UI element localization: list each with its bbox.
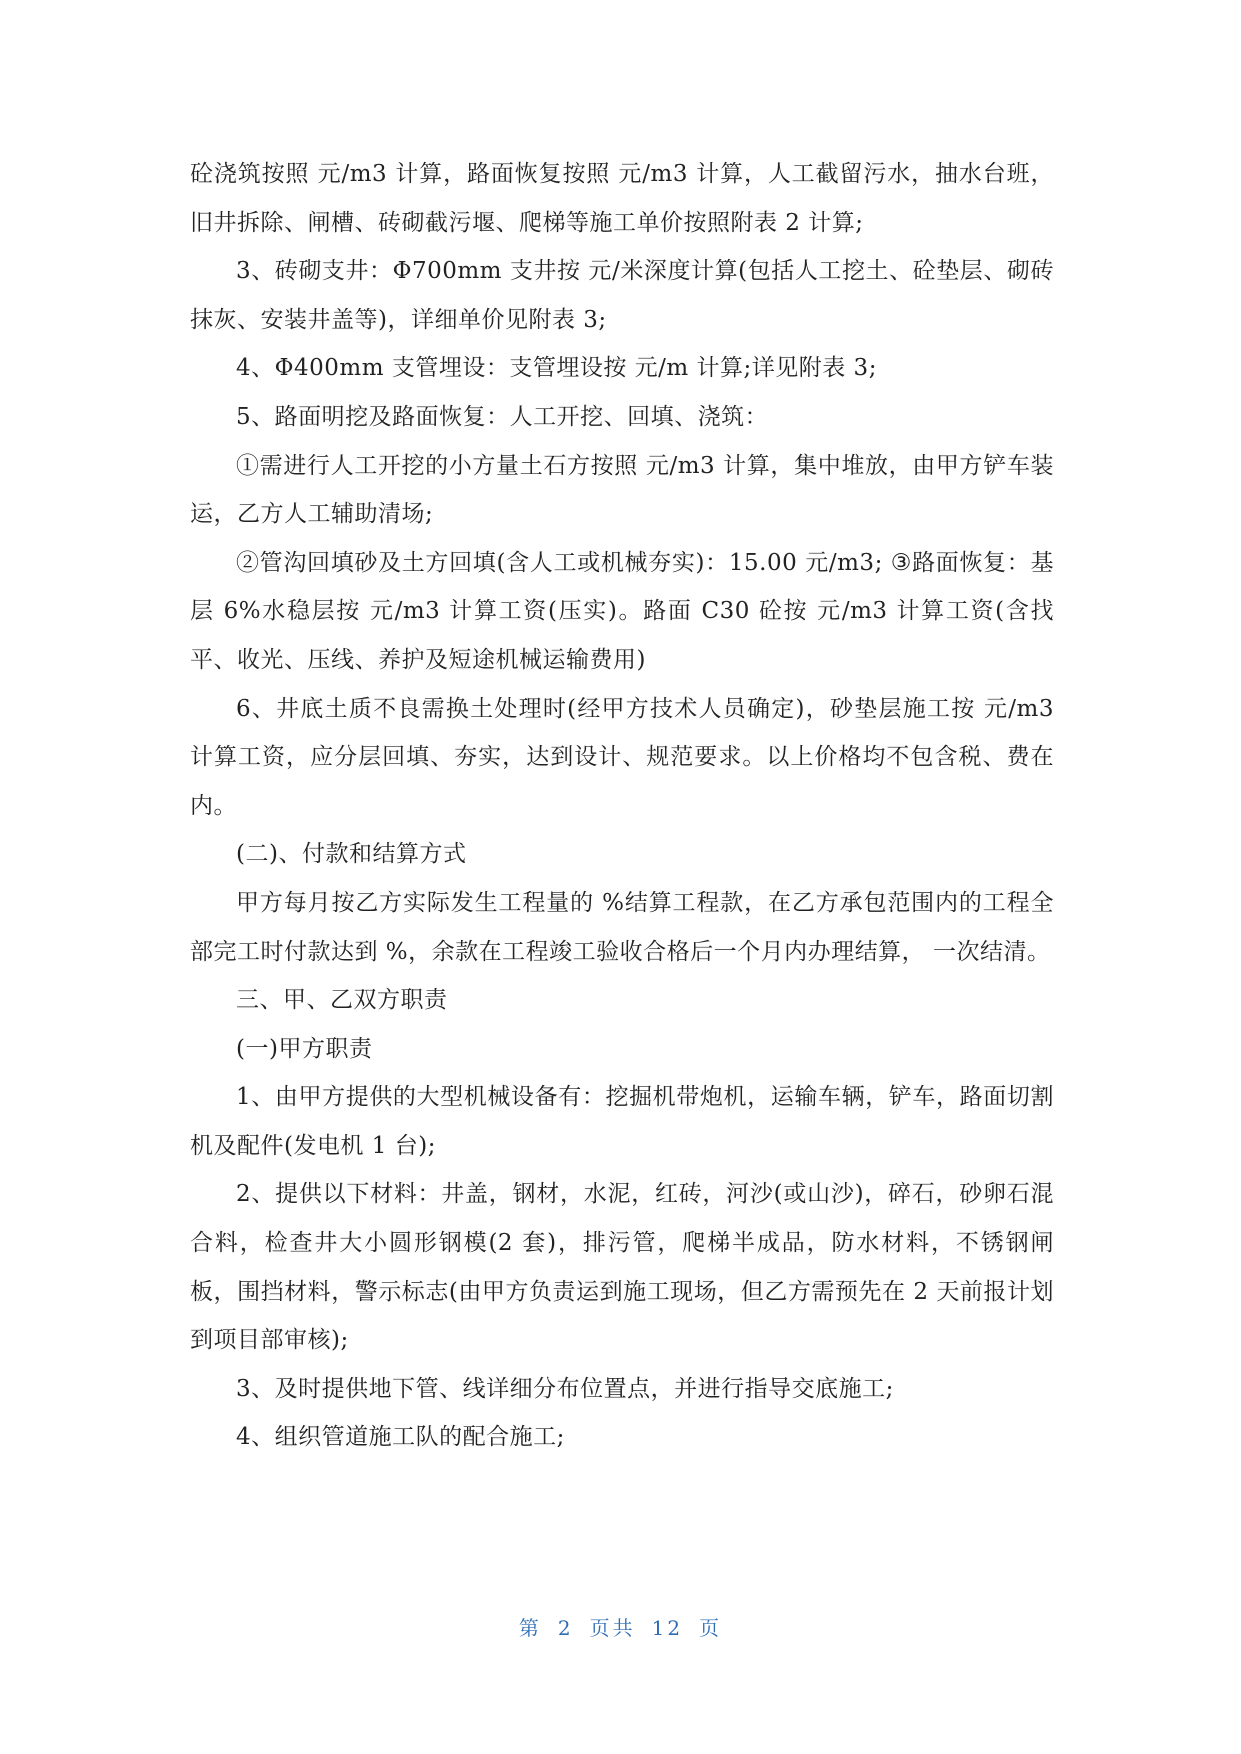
paragraph: 6、井底土质不良需换土处理时(经甲方技术人员确定)，砂垫层施工按 元/m3 计算工资，应分层回填、夯实，达到设计、规范要求。以上价格均不包含税、费在内。 (190, 695, 1054, 819)
footer-page-total: 12 (651, 1616, 684, 1640)
paragraph: 4、组织管道施工队的配合施工; (236, 1424, 565, 1451)
paragraph: 3、砖砌支井：Φ700mm 支井按 元/米深度计算(包括人工挖土、砼垫层、砌砖抹灰、安装井盖等)，详细单价见附表 3; (190, 258, 1054, 333)
paragraph: 2、提供以下材料：井盖，钢材，水泥，红砖，河沙(或山沙)，碎石，砂卵石混合料，检查井大小圆形钢模(2 套)，排污管，爬梯半成品，防水材料，不锈钢闸板，围挡材料，警示标志(由甲方负责运到施工现场，但乙方需预先在 2 天前报计划到项目部审核); (190, 1181, 1054, 1354)
paragraph: 砼浇筑按照 元/m3 计算，路面恢复按照 元/m3 计算，人工截留污水，抽水台班，旧井拆除、闸槽、砖砌截污堰、爬梯等施工单价按照附表 2 计算; (190, 161, 1054, 236)
paragraph: 3、及时提供地下管、线详细分布位置点，并进行指导交底施工; (236, 1375, 894, 1402)
paragraph: 甲方每月按乙方实际发生工程量的 %结算工程款，在乙方承包范围内的工程全部完工时付款达到 %，余款在工程竣工验收合格后一个月内办理结算， 一次结清。 (190, 889, 1054, 965)
page-footer (0, 1612, 1241, 1641)
paragraph: ②管沟回填砂及土方回填(含人工或机械夯实)：15.00 元/m3; ③路面恢复：基层 6%水稳层按 元/m3 计算工资(压实)。路面 C30 砼按 元/m3 计算工资(含找平、收光、压线、养护及短途机械运输费用) (190, 549, 1054, 673)
paragraph: 5、路面明挖及路面恢复：人工开挖、回填、浇筑： (236, 403, 769, 430)
paragraph: 4、Φ400mm 支管埋设：支管埋设按 元/m 计算;详见附表 3; (236, 355, 877, 382)
footer-page-current: 2 (557, 1616, 574, 1640)
section-heading: (一)甲方职责 (236, 1035, 373, 1062)
paragraph: 1、由甲方提供的大型机械设备有：挖掘机带炮机，运输车辆，铲车，路面切割机及配件(发电机 1 台); (190, 1084, 1054, 1159)
footer-label-ye-gong: 页共 (589, 1616, 636, 1640)
document-body (190, 150, 1054, 1462)
paragraph: ①需进行人工开挖的小方量土石方按照 元/m3 计算，集中堆放，由甲方铲车装运，乙方人工辅助清场; (190, 452, 1054, 528)
footer-label-di: 第 (518, 1616, 542, 1640)
footer-label-ye: 页 (699, 1616, 723, 1640)
section-heading: (二)、付款和结算方式 (236, 841, 467, 868)
section-heading: 三、甲、乙双方职责 (236, 987, 448, 1014)
